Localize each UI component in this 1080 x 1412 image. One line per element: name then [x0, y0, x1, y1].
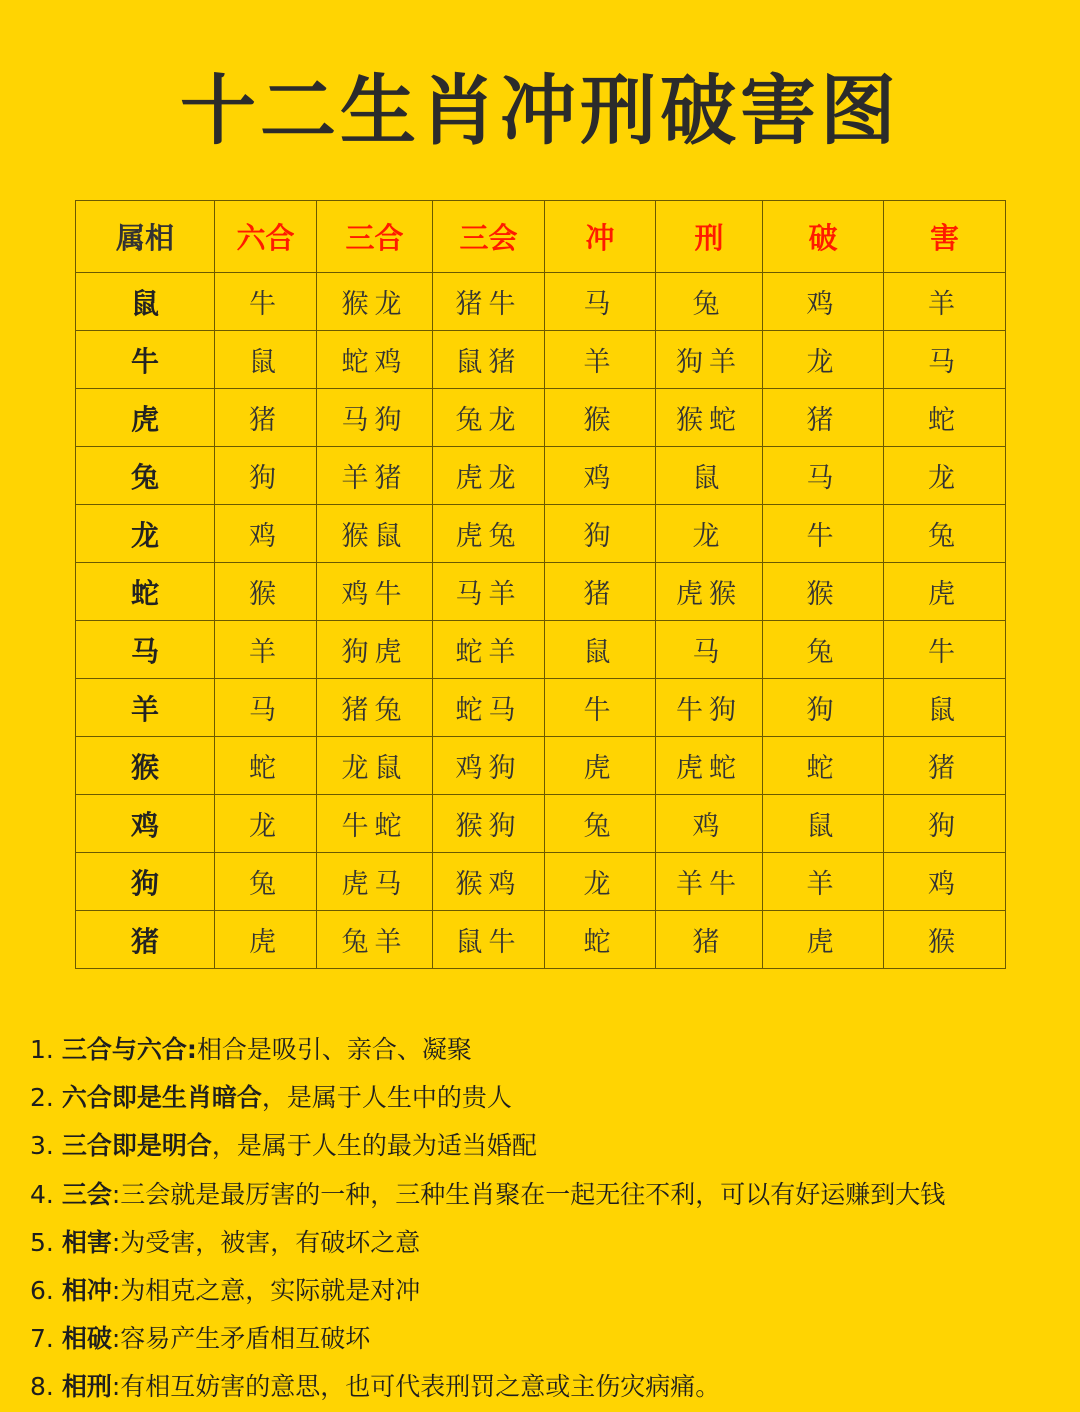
note-term: 相冲 [61, 1275, 112, 1305]
note-number: 6. [30, 1275, 62, 1305]
table-cell: 狗 [884, 795, 1006, 853]
table-header-cell: 三会 [433, 201, 545, 273]
zodiac-name-cell: 兔 [76, 447, 215, 505]
note-text: 相合是吸引、亲合、凝聚 [196, 1035, 472, 1064]
table-row [76, 621, 1006, 679]
note-item [30, 1315, 1070, 1363]
table-body [76, 273, 1006, 969]
note-text: :为相克之意，实际就是对冲 [111, 1275, 421, 1305]
table-cell: 龙 [656, 505, 763, 563]
table-header-cell: 刑 [656, 201, 763, 273]
note-number: 2. [30, 1083, 62, 1113]
table-cell: 狗 [545, 505, 656, 563]
note-number: 3. [30, 1131, 62, 1161]
note-text: :有相互妨害的意思，也可代表刑罚之意或主伤灾病痛。 [111, 1372, 721, 1402]
table-cell: 猪 [656, 911, 763, 969]
table-cell: 蛇 [884, 389, 1006, 447]
table-header-cell: 害 [884, 201, 1006, 273]
note-term: 三合与六合: [61, 1035, 197, 1064]
table-cell: 蛇马 [433, 679, 545, 737]
note-text: ，是属于人生中的贵人 [261, 1083, 512, 1113]
table-cell: 兔羊 [317, 911, 433, 969]
table-cell: 鼠牛 [433, 911, 545, 969]
table-cell: 猪 [763, 389, 884, 447]
table-header-row [76, 201, 1006, 273]
note-term: 相刑 [61, 1372, 112, 1402]
table-cell: 虎 [545, 737, 656, 795]
table-cell: 牛 [545, 679, 656, 737]
table-cell: 牛 [763, 505, 884, 563]
table-cell: 鼠猪 [433, 331, 545, 389]
table-cell: 蛇羊 [433, 621, 545, 679]
note-item [30, 1363, 1070, 1411]
note-number: 5. [30, 1227, 62, 1257]
table-cell: 狗 [763, 679, 884, 737]
note-item [30, 1219, 1070, 1267]
table-cell: 马 [215, 679, 317, 737]
table-cell: 狗虎 [317, 621, 433, 679]
table-cell: 牛 [215, 273, 317, 331]
table-cell: 兔 [545, 795, 656, 853]
table-cell: 牛蛇 [317, 795, 433, 853]
zodiac-name-cell: 鼠 [76, 273, 215, 331]
zodiac-name-cell: 虎 [76, 389, 215, 447]
table-cell: 马 [545, 273, 656, 331]
table-cell: 猴鸡 [433, 853, 545, 911]
table-row [76, 447, 1006, 505]
table-header-cell: 三合 [317, 201, 433, 273]
table-cell: 猪 [545, 563, 656, 621]
table-row [76, 505, 1006, 563]
table-row [76, 853, 1006, 911]
table-cell: 蛇 [215, 737, 317, 795]
table-cell: 猴龙 [317, 273, 433, 331]
table-cell: 猴狗 [433, 795, 545, 853]
table-cell: 鸡 [215, 505, 317, 563]
table-cell: 虎 [763, 911, 884, 969]
table-cell: 猴鼠 [317, 505, 433, 563]
table-header-cell: 六合 [215, 201, 317, 273]
table-cell: 鼠 [215, 331, 317, 389]
note-term: 三合即是明合 [61, 1131, 212, 1161]
note-number: 4. [30, 1179, 62, 1209]
table-row [76, 737, 1006, 795]
table-row [76, 563, 1006, 621]
table-cell: 鸡 [763, 273, 884, 331]
note-text: :为受害，被害，有破坏之意 [111, 1227, 421, 1257]
note-number: 8. [30, 1372, 62, 1402]
table-cell: 马 [763, 447, 884, 505]
table-cell: 虎 [215, 911, 317, 969]
zodiac-name-cell: 羊 [76, 679, 215, 737]
table-cell: 猴 [763, 563, 884, 621]
note-term: 三会 [61, 1179, 112, 1209]
table-cell: 鼠 [656, 447, 763, 505]
table-cell: 兔 [215, 853, 317, 911]
note-item [30, 1026, 1070, 1074]
table-cell: 牛狗 [656, 679, 763, 737]
table-cell: 蛇 [763, 737, 884, 795]
page-title: 十二生肖冲刑破害图 [180, 66, 900, 155]
table-row [76, 679, 1006, 737]
table-cell: 猴蛇 [656, 389, 763, 447]
zodiac-table [75, 200, 1006, 969]
table-header-cell: 冲 [545, 201, 656, 273]
table-cell: 龙 [545, 853, 656, 911]
zodiac-name-cell: 龙 [76, 505, 215, 563]
table-row [76, 911, 1006, 969]
table-row [76, 331, 1006, 389]
table-cell: 猪 [215, 389, 317, 447]
zodiac-name-cell: 狗 [76, 853, 215, 911]
zodiac-name-cell: 牛 [76, 331, 215, 389]
table-cell: 马羊 [433, 563, 545, 621]
table-header-zodiac: 属相 [76, 201, 215, 273]
note-term: 六合即是生肖暗合 [61, 1083, 262, 1113]
table-cell: 虎马 [317, 853, 433, 911]
note-text: :容易产生矛盾相互破坏 [111, 1324, 371, 1354]
note-term: 相害 [61, 1227, 112, 1257]
table-cell: 虎猴 [656, 563, 763, 621]
table-cell: 猪兔 [317, 679, 433, 737]
table-header-cell: 破 [763, 201, 884, 273]
table-cell: 鸡 [656, 795, 763, 853]
table-cell: 鸡狗 [433, 737, 545, 795]
table-cell: 鼠 [545, 621, 656, 679]
table-cell: 牛 [884, 621, 1006, 679]
table-cell: 虎龙 [433, 447, 545, 505]
table-cell: 羊 [884, 273, 1006, 331]
table-cell: 兔 [763, 621, 884, 679]
table-cell: 蛇 [545, 911, 656, 969]
note-item [30, 1171, 1070, 1219]
table-cell: 猪牛 [433, 273, 545, 331]
note-term: 相破 [61, 1324, 112, 1354]
table-cell: 猴 [884, 911, 1006, 969]
table-cell: 羊 [763, 853, 884, 911]
table-cell: 羊猪 [317, 447, 433, 505]
table-cell: 羊 [215, 621, 317, 679]
table-cell: 猪 [884, 737, 1006, 795]
table-cell: 羊 [545, 331, 656, 389]
table-cell: 羊牛 [656, 853, 763, 911]
table-cell: 鸡 [545, 447, 656, 505]
table-cell: 兔龙 [433, 389, 545, 447]
table-cell: 虎兔 [433, 505, 545, 563]
zodiac-name-cell: 猴 [76, 737, 215, 795]
table-cell: 猴 [545, 389, 656, 447]
note-number: 7. [30, 1324, 62, 1354]
note-number: 1. [30, 1035, 62, 1064]
note-item [30, 1267, 1070, 1315]
table-cell: 蛇鸡 [317, 331, 433, 389]
table-cell: 鼠 [884, 679, 1006, 737]
table-cell: 虎 [884, 563, 1006, 621]
note-text: ，是属于人生的最为适当婚配 [211, 1131, 537, 1161]
zodiac-name-cell: 马 [76, 621, 215, 679]
zodiac-name-cell: 鸡 [76, 795, 215, 853]
table-cell: 狗 [215, 447, 317, 505]
table-cell: 鸡牛 [317, 563, 433, 621]
table-cell: 鸡 [884, 853, 1006, 911]
table-cell: 马狗 [317, 389, 433, 447]
note-text: :三会就是最厉害的一种，三种生肖聚在一起无往不利，可以有好运赚到大钱 [111, 1179, 946, 1209]
table-row [76, 795, 1006, 853]
zodiac-name-cell: 猪 [76, 911, 215, 969]
note-item [30, 1074, 1070, 1122]
table-cell: 猴 [215, 563, 317, 621]
table-cell: 兔 [884, 505, 1006, 563]
table-cell: 马 [656, 621, 763, 679]
table-cell: 虎蛇 [656, 737, 763, 795]
note-item [30, 1122, 1070, 1170]
table-cell: 龙 [884, 447, 1006, 505]
table-cell: 兔 [656, 273, 763, 331]
table-row [76, 389, 1006, 447]
table-cell: 龙鼠 [317, 737, 433, 795]
zodiac-name-cell: 蛇 [76, 563, 215, 621]
table-cell: 龙 [763, 331, 884, 389]
table-cell: 鼠 [763, 795, 884, 853]
table-cell: 狗羊 [656, 331, 763, 389]
notes-list [30, 1026, 1070, 1412]
table-row [76, 273, 1006, 331]
table-cell: 龙 [215, 795, 317, 853]
table-cell: 马 [884, 331, 1006, 389]
